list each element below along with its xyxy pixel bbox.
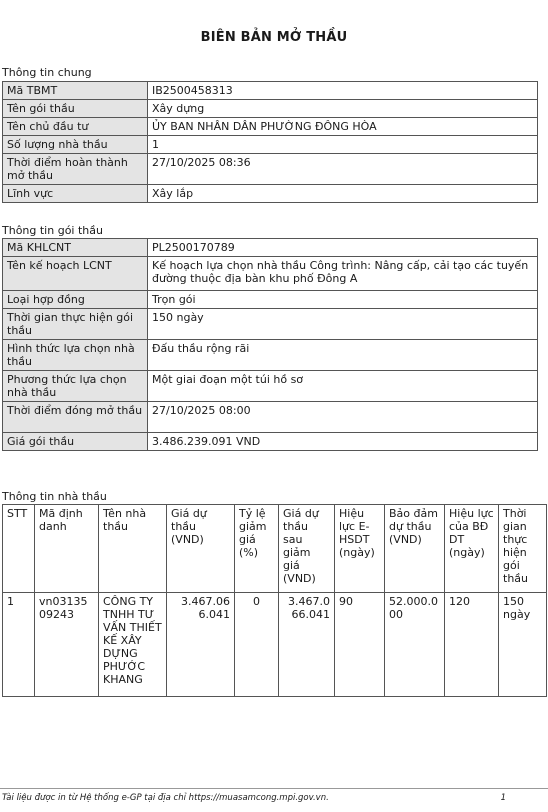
- table-row: [3, 371, 538, 402]
- footer-text: Tài liệu được in từ Hệ thống e-GP tại địa chỉ https://muasamcong.mpi.gov.vn.: [2, 793, 329, 803]
- general-heading: Thông tin chung: [2, 66, 92, 79]
- cell-discount: 0: [235, 593, 279, 697]
- page-number: 1: [500, 793, 506, 803]
- document-title: BIÊN BẢN MỞ THẦU: [200, 30, 348, 45]
- row-label: Hình thức lựa chọn nhà thầu: [3, 340, 148, 371]
- row-value: Kế hoạch lựa chọn nhà thầu Công trình: Nâng cấp, cải tạo các tuyến đường thuộc địa bàn khu phố Đông A: [148, 257, 538, 291]
- table-row: [3, 136, 538, 154]
- cell-name: CÔNG TY TNHH TƯ VẤN THIẾT KẾ XÂY DỰNG PHƯỚC KHANG: [99, 593, 167, 697]
- table-row: [3, 118, 538, 136]
- row-label: Lĩnh vực: [3, 185, 148, 203]
- table-row: [3, 257, 538, 291]
- row-label: Phương thức lựa chọn nhà thầu: [3, 371, 148, 402]
- table-row: [3, 291, 538, 309]
- row-label: Mã TBMT: [3, 82, 148, 100]
- table-row: [3, 185, 538, 203]
- table-row: [3, 309, 538, 340]
- cell-stt: 1: [3, 593, 35, 697]
- table-row: [3, 340, 538, 371]
- footer-divider: [0, 788, 548, 789]
- row-label: Loại hợp đồng: [3, 291, 148, 309]
- cell-guarantee: 52.000.000: [385, 593, 445, 697]
- column-header: STT: [3, 505, 35, 593]
- row-label: Tên chủ đầu tư: [3, 118, 148, 136]
- cell-duration: 150 ngày: [499, 593, 547, 697]
- row-label: Giá gói thầu: [3, 433, 148, 451]
- column-header: Bảo đảm dự thầu (VND): [385, 505, 445, 593]
- column-header: Tỷ lệ giảm giá (%): [235, 505, 279, 593]
- table-row: [3, 82, 538, 100]
- row-value: ỦY BAN NHÂN DÂN PHƯỜNG ĐÔNG HÒA: [148, 118, 538, 136]
- column-header: Mã định danh: [35, 505, 99, 593]
- row-value: 27/10/2025 08:00: [148, 402, 538, 433]
- row-value: 150 ngày: [148, 309, 538, 340]
- row-label: Thời điểm hoàn thành mở thầu: [3, 154, 148, 185]
- cell-id: vn0313509243: [35, 593, 99, 697]
- general-table: [2, 81, 538, 203]
- table-row: [3, 154, 538, 185]
- cell-validity: 90: [335, 593, 385, 697]
- contractors-heading: Thông tin nhà thầu: [2, 490, 107, 503]
- column-header: Thời gian thực hiện gói thầu: [499, 505, 547, 593]
- row-label: Tên gói thầu: [3, 100, 148, 118]
- contractors-table: [2, 504, 547, 697]
- package-heading: Thông tin gói thầu: [2, 224, 103, 237]
- row-value: 27/10/2025 08:36: [148, 154, 538, 185]
- row-value: 3.486.239.091 VND: [148, 433, 538, 451]
- cell-guarantee-validity: 120: [445, 593, 499, 697]
- row-value: Trọn gói: [148, 291, 538, 309]
- row-value: Xây dựng: [148, 100, 538, 118]
- table-row: [3, 100, 538, 118]
- row-label: Mã KHLCNT: [3, 239, 148, 257]
- cell-price-after-discount: 3.467.066.041: [279, 593, 335, 697]
- row-value: Xây lắp: [148, 185, 538, 203]
- row-label: Số lượng nhà thầu: [3, 136, 148, 154]
- table-header-row: [3, 505, 547, 593]
- row-label: Thời gian thực hiện gói thầu: [3, 309, 148, 340]
- row-value: IB2500458313: [148, 82, 538, 100]
- table-row: [3, 433, 538, 451]
- cell-bid-price: 3.467.066.041: [167, 593, 235, 697]
- table-row: [3, 239, 538, 257]
- row-label: Tên kế hoạch LCNT: [3, 257, 148, 291]
- column-header: Giá dự thầu (VND): [167, 505, 235, 593]
- package-table: [2, 238, 538, 451]
- column-header: Giá dự thầu sau giảm giá (VND): [279, 505, 335, 593]
- column-header: Hiệu lực của BĐ DT (ngày): [445, 505, 499, 593]
- column-header: Tên nhà thầu: [99, 505, 167, 593]
- row-value: 1: [148, 136, 538, 154]
- row-value: PL2500170789: [148, 239, 538, 257]
- table-row: [3, 593, 547, 697]
- row-value: Đấu thầu rộng rãi: [148, 340, 538, 371]
- column-header: Hiệu lực E-HSDT (ngày): [335, 505, 385, 593]
- row-value: Một giai đoạn một túi hồ sơ: [148, 371, 538, 402]
- row-label: Thời điểm đóng mở thầu: [3, 402, 148, 433]
- table-row: [3, 402, 538, 433]
